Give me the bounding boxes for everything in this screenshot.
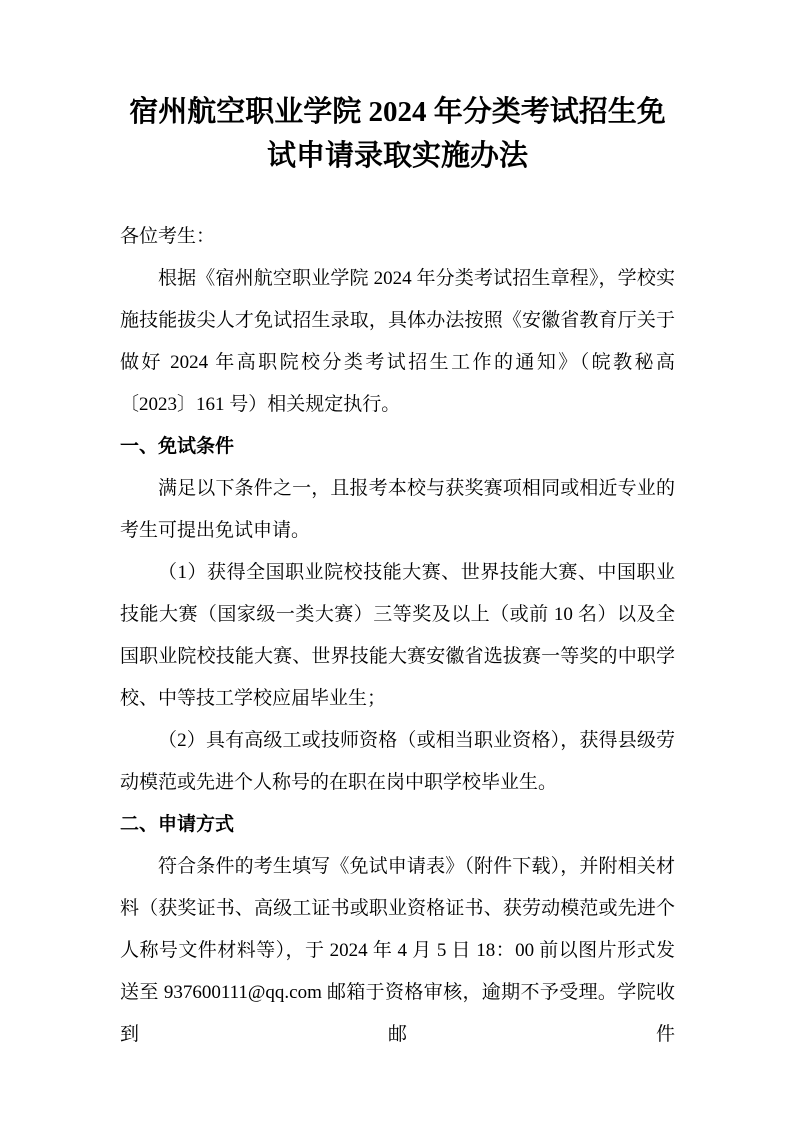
- document-body: [120, 216, 675, 1056]
- document-title: [120, 90, 675, 178]
- condition-1-paragraph: （1）获得全国职业院校技能大赛、世界技能大赛、中国职业技能大赛（国家级一类大赛）三等奖及以上（或前 10 名）以及全国职业院校技能大赛、世界技能大赛安徽省选拔赛一等奖的中职学校、中等技工学校应届毕业生；: [120, 562, 675, 709]
- document-title-line-1: 宿州航空职业学院 2024 年分类考试招生免: [129, 96, 666, 128]
- application-method-paragraph: 符合条件的考生填写《免试申请表》（附件下载），并附相关材料（获奖证书、高级工证书或职业资格证书、获劳动模范或先进个人称号文件材料等），于 2024 年 4 月 5 日 18：00 前以图片形式发送至 937600111@qq.com 邮箱于资格审核，逾期不予受理。学院收到邮件: [120, 856, 675, 1045]
- condition-2-paragraph: （2）具有高级工或技师资格（或相当职业资格），获得县级劳动模范或先进个人称号的在职在岗中职学校毕业生。: [120, 730, 675, 793]
- section-2-heading: 二、申请方式: [120, 814, 235, 835]
- section-1-heading: 一、免试条件: [120, 436, 235, 457]
- document-title-line-2: 试申请录取实施办法: [266, 140, 528, 172]
- salutation: 各位考生：: [120, 226, 216, 247]
- intro-paragraph: 根据《宿州航空职业学院 2024 年分类考试招生章程》，学校实施技能拔尖人才免试招生录取，具体办法按照《安徽省教育厅关于做好 2024 年高职院校分类考试招生工作的通知》（皖教秘高〔2023〕161 号）相关规定执行。: [120, 268, 675, 415]
- section-1-intro-paragraph: 满足以下条件之一，且报考本校与获奖赛项相同或相近专业的考生可提出免试申请。: [120, 478, 675, 541]
